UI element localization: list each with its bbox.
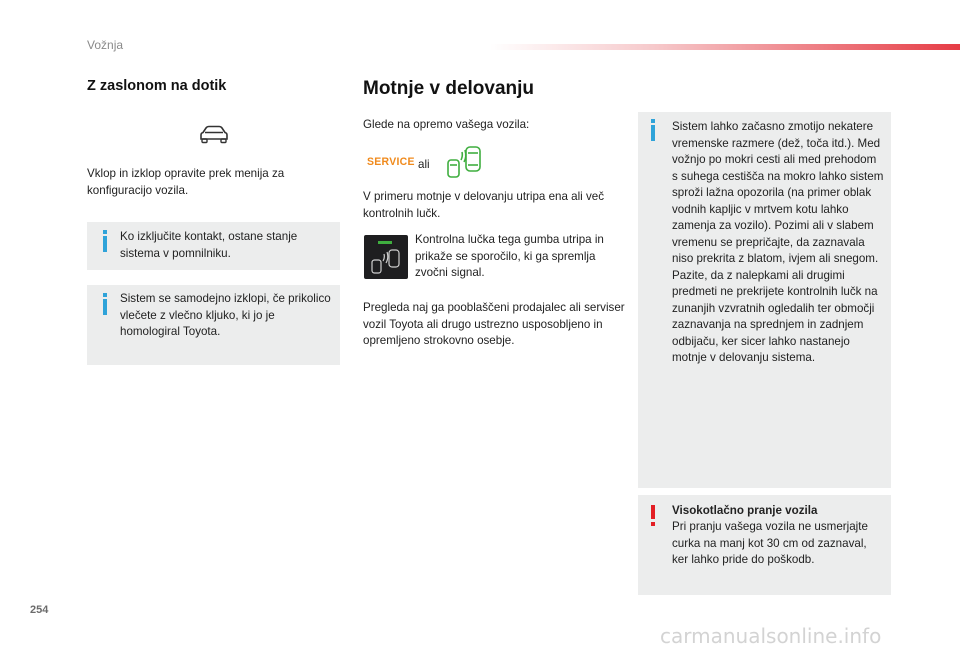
middle-heading: Motnje v delovanju: [363, 78, 535, 99]
page-number: 254: [30, 604, 49, 616]
or-text: ali: [418, 158, 430, 171]
blind-spot-button-icon: [364, 235, 408, 279]
weather-info-text: Sistem lahko začasno zmotijo nekatere vremenske razmere (dež, toča itd.). Med vožnjo po mokri cesti ali med prehodom s suhega cestišča na mokro lahko sistem sproži lažna opozorila (na primer oblak vodnih kapljic v mrtvem kotu lahko zamenja za vozilo). Pozimi ali v slabem vremenu se prepričajte, da zaznavala niso prekrita z blatom, ivjem ali snegom. Pazite, da z nalepkami ali drugimi predmeti ne prekrijete kontrolnih lučk na zunanjih vzvratnih ogledalih ter območji zaznavanja na sprednjem in zadnjem odbijaču, ker sicer lahko nastanejo motnje v delovanju sistema.: [672, 120, 884, 364]
car-outline-icon: [198, 124, 230, 146]
note-box-towing: [87, 285, 340, 365]
info-icon: [103, 299, 107, 315]
warning-exclamation-icon: [651, 505, 655, 519]
left-heading: Z zaslonom na dotik: [87, 78, 227, 94]
dealer-text: Pregleda naj ga pooblaščeni prodajalec ali serviser vozil Toyota ali drugo ustrezno usposobljeno in opremljeno strokovno osebje.: [363, 301, 625, 347]
note-memory-text: Ko izključite kontakt, ostane stanje sistema v pomnilniku.: [120, 230, 298, 260]
intro-text: Glede na opremo vašega vozila:: [363, 118, 530, 131]
blink-text: V primeru motnje v delovanju utripa ena ali več kontrolnih lučk.: [363, 190, 605, 220]
info-icon: [103, 236, 107, 252]
blind-spot-warning-icon: [444, 144, 488, 180]
left-text: Vklop in izklop opravite prek menija za konfiguracijo vozila.: [87, 167, 285, 197]
info-box-weather: [638, 112, 891, 488]
note-box-memory: [87, 222, 340, 270]
warning-title: Visokotlačno pranje vozila: [672, 504, 818, 517]
watermark: carmanualsonline.info: [660, 624, 882, 648]
info-icon: [651, 125, 655, 141]
section-label: Vožnja: [87, 38, 124, 52]
header-accent-bar: [490, 44, 960, 50]
service-warning-icon: SERVICE: [367, 156, 415, 168]
note-towing-text: Sistem se samodejno izklopi, če prikolico vlečete z vlečno kljuko, ki jo je homologiral Toyota.: [120, 292, 331, 338]
lamp-text: Kontrolna lučka tega gumba utripa in prikaže se sporočilo, ki ga spremlja zvočni signal.: [415, 233, 604, 279]
warning-text: Pri pranju vašega vozila ne usmerjajte curka na manj kot 30 cm od zaznaval, ker lahko pride do poškodb.: [672, 520, 868, 566]
warning-box-washing: [638, 495, 891, 595]
